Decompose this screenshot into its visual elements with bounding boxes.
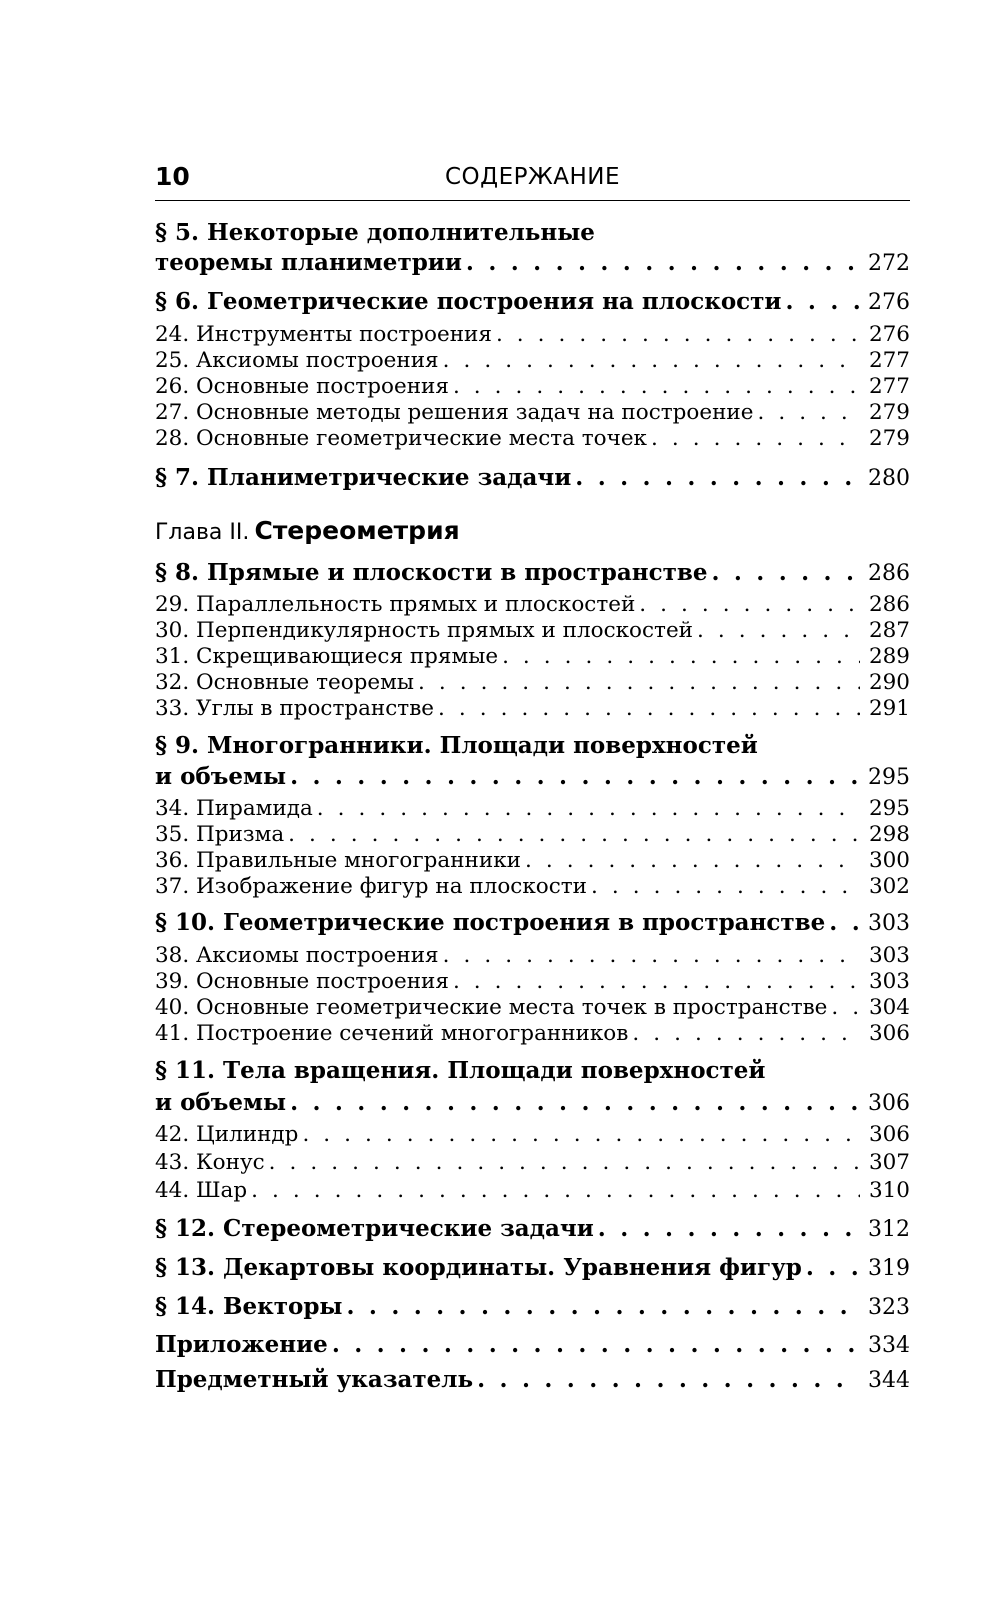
dot-leader	[651, 426, 860, 451]
toc-title: 25. Аксиомы построения	[155, 348, 439, 373]
toc-title: § 14. Векторы	[155, 1293, 343, 1320]
dot-leader	[785, 288, 860, 315]
toc-section-10[interactable]	[155, 909, 910, 937]
toc-item-39[interactable]	[155, 969, 910, 997]
dot-leader	[831, 995, 860, 1020]
dot-leader	[317, 796, 860, 821]
toc-item-40[interactable]	[155, 995, 910, 1023]
chapter-2-heading[interactable]	[155, 516, 460, 550]
toc-title: § 12. Стереометрические задачи	[155, 1215, 594, 1242]
toc-section-9-line1[interactable]	[155, 732, 910, 760]
toc-item-44[interactable]	[155, 1178, 910, 1206]
dot-leader	[466, 249, 860, 276]
toc-title: § 6. Геометрические построения на плоскости	[155, 288, 782, 315]
dot-leader	[438, 696, 860, 721]
toc-page: 295	[868, 765, 910, 790]
toc-page: 277	[868, 348, 910, 373]
toc-page: 312	[868, 1217, 910, 1242]
dot-leader	[288, 822, 860, 847]
dot-leader	[639, 592, 860, 617]
toc-page: 319	[868, 1256, 910, 1281]
dot-leader	[757, 400, 860, 425]
toc-title: § 11. Тела вращения. Площади поверхностей	[155, 1057, 766, 1084]
toc-item-28[interactable]	[155, 426, 910, 454]
dot-leader	[496, 322, 860, 347]
toc-page: 276	[868, 290, 910, 315]
toc-section-7[interactable]	[155, 464, 910, 492]
toc-page: 287	[868, 618, 910, 643]
toc-section-9[interactable]	[155, 763, 910, 791]
dot-leader	[290, 1089, 860, 1116]
toc-item-38[interactable]	[155, 943, 910, 971]
dot-leader	[346, 1293, 860, 1320]
toc-section-13[interactable]	[155, 1254, 910, 1282]
dot-leader	[251, 1178, 860, 1203]
toc-item-34[interactable]	[155, 796, 910, 824]
toc-page: 290	[868, 670, 910, 695]
toc-page: 279	[868, 426, 910, 451]
page-number: 10	[155, 162, 190, 191]
toc-page: 289	[868, 644, 910, 669]
running-title: СОДЕРЖАНИЕ	[444, 164, 621, 190]
toc-section-12[interactable]	[155, 1215, 910, 1243]
dot-leader	[302, 1122, 860, 1147]
toc-index[interactable]	[155, 1366, 910, 1394]
toc-section-8[interactable]	[155, 559, 910, 587]
toc-page: 304	[868, 995, 910, 1020]
toc-title: § 9. Многогранники. Площади поверхностей	[155, 732, 758, 759]
toc-section-11-line1[interactable]	[155, 1057, 910, 1085]
toc-item-36[interactable]	[155, 848, 910, 876]
toc-page: 306	[868, 1021, 910, 1046]
toc-section-5-line1[interactable]	[155, 219, 910, 247]
toc-title: 30. Перпендикулярность прямых и плоскостей	[155, 618, 693, 643]
toc-item-27[interactable]	[155, 400, 910, 428]
toc-page: 306	[868, 1091, 910, 1116]
toc-page: 280	[868, 466, 910, 491]
chapter-label: Глава II.	[155, 520, 250, 545]
toc-title: 27. Основные методы решения задач на построение	[155, 400, 754, 425]
toc-title: 31. Скрещивающиеся прямые	[155, 644, 499, 669]
dot-leader	[332, 1331, 860, 1358]
toc-title: 40. Основные геометрические места точек в пространстве	[155, 995, 828, 1020]
dot-leader	[443, 943, 860, 968]
toc-page: 277	[868, 374, 910, 399]
toc-title: § 13. Декартовы координаты. Уравнения фигур	[155, 1254, 802, 1281]
dot-leader	[598, 1215, 860, 1242]
toc-title: § 8. Прямые и плоскости в пространстве	[155, 559, 708, 586]
toc-page: 310	[868, 1178, 910, 1203]
toc-item-35[interactable]	[155, 822, 910, 850]
toc-title: 26. Основные построения	[155, 374, 449, 399]
toc-item-25[interactable]	[155, 348, 910, 376]
dot-leader	[453, 374, 860, 399]
toc-page: 306	[868, 1122, 910, 1147]
toc-section-14[interactable]	[155, 1293, 910, 1321]
toc-item-30[interactable]	[155, 618, 910, 646]
dot-leader	[477, 1366, 860, 1393]
dot-leader	[502, 644, 860, 669]
toc-title: § 5. Некоторые дополнительные	[155, 219, 595, 246]
toc-page: 334	[868, 1333, 910, 1358]
toc-title: 35. Призма	[155, 822, 285, 847]
toc-page: 279	[868, 400, 910, 425]
toc-item-43[interactable]	[155, 1150, 910, 1178]
toc-title: 34. Пирамида	[155, 796, 313, 821]
toc-page: 291	[868, 696, 910, 721]
dot-leader	[591, 874, 860, 899]
toc-item-41[interactable]	[155, 1021, 910, 1049]
dot-leader	[632, 1021, 860, 1046]
toc-item-32[interactable]	[155, 670, 910, 698]
dot-leader	[269, 1150, 860, 1175]
toc-item-42[interactable]	[155, 1122, 910, 1150]
toc-page: 344	[868, 1368, 910, 1393]
toc-page: 323	[868, 1295, 910, 1320]
dot-leader	[443, 348, 860, 373]
toc-title: 36. Правильные многогранники	[155, 848, 521, 873]
toc-title: 29. Параллельность прямых и плоскостей	[155, 592, 636, 617]
dot-leader	[575, 464, 860, 491]
toc-title: 33. Углы в пространстве	[155, 696, 435, 721]
chapter-title: Стереометрия	[254, 516, 460, 545]
toc-page: 303	[868, 911, 910, 936]
toc-title: и объемы	[155, 763, 287, 790]
toc-title: 41. Построение сечений многогранников	[155, 1021, 629, 1046]
toc-title: 42. Цилиндр	[155, 1122, 299, 1147]
toc-page: 303	[868, 969, 910, 994]
toc-page: 302	[868, 874, 910, 899]
toc-title: Предметный указатель	[155, 1366, 474, 1393]
dot-leader	[290, 763, 860, 790]
toc-item-24[interactable]	[155, 322, 910, 350]
toc-title: § 7. Планиметрические задачи	[155, 464, 572, 491]
toc-title: 32. Основные теоремы	[155, 670, 414, 695]
toc-title: теоремы планиметрии	[155, 249, 462, 276]
toc-title: 28. Основные геометрические места точек	[155, 426, 647, 451]
dot-leader	[697, 618, 860, 643]
toc-page: 307	[868, 1150, 910, 1175]
toc-item-37[interactable]	[155, 874, 910, 902]
toc-title: 38. Аксиомы построения	[155, 943, 439, 968]
toc-page: 300	[868, 848, 910, 873]
toc-title: 44. Шар	[155, 1178, 248, 1203]
page-header	[155, 162, 910, 201]
dot-leader	[711, 559, 860, 586]
dot-leader	[418, 670, 860, 695]
toc-page: 298	[868, 822, 910, 847]
toc-title: 24. Инструменты построения	[155, 322, 492, 347]
toc-section-5[interactable]	[155, 249, 910, 277]
toc-item-29[interactable]	[155, 592, 910, 620]
dot-leader	[453, 969, 860, 994]
toc-appendix[interactable]	[155, 1331, 910, 1359]
toc-title: 37. Изображение фигур на плоскости	[155, 874, 587, 899]
toc-page: 303	[868, 943, 910, 968]
toc-section-6[interactable]	[155, 288, 910, 316]
toc-title: 43. Конус	[155, 1150, 265, 1175]
toc-page: 286	[868, 592, 910, 617]
toc-title: Приложение	[155, 1331, 328, 1358]
toc-item-26[interactable]	[155, 374, 910, 402]
toc-title: § 10. Геометрические построения в пространстве	[155, 909, 826, 936]
dot-leader	[525, 848, 860, 873]
toc-page: 272	[868, 251, 910, 276]
dot-leader	[806, 1254, 860, 1281]
toc-section-11[interactable]	[155, 1089, 910, 1117]
toc-page: 286	[868, 561, 910, 586]
toc-page: 295	[868, 796, 910, 821]
toc-title: и объемы	[155, 1089, 287, 1116]
toc-item-33[interactable]	[155, 696, 910, 724]
toc-page: 276	[868, 322, 910, 347]
dot-leader	[829, 909, 860, 936]
toc-item-31[interactable]	[155, 644, 910, 672]
toc-title: 39. Основные построения	[155, 969, 449, 994]
